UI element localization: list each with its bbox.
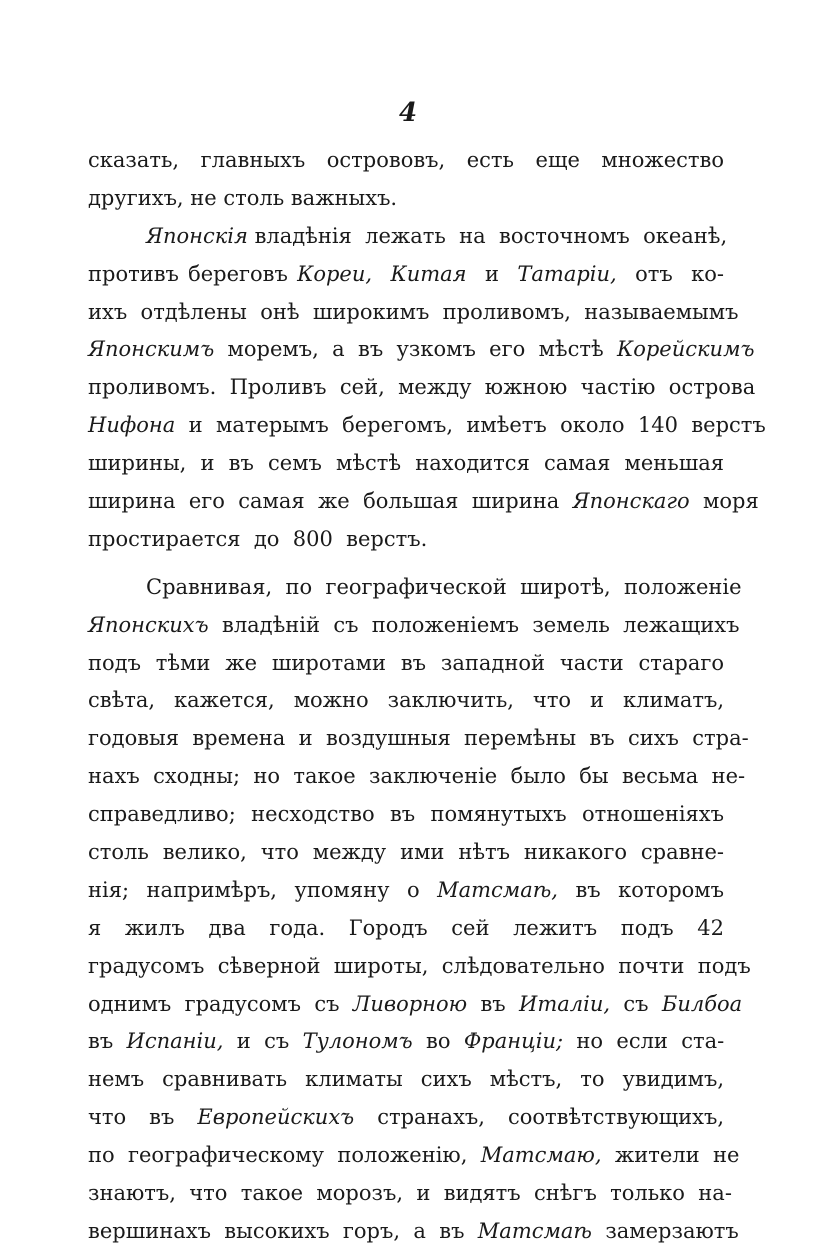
text-line [88,1175,732,1213]
text-line [88,294,739,332]
text-run: знаютъ, что такое морозъ, и видятъ снѣгъ только на- [88,1181,732,1206]
italic-text-run: Кореи, [297,261,373,286]
italic-text-run: Билбоа [661,991,743,1016]
text-line [88,407,766,445]
italic-text-run: Татаріи, [517,261,617,286]
text-run: ихъ отдѣлены онѣ широкимъ проливомъ, называемымъ [88,299,739,324]
text-line [88,369,756,407]
text-run: однимъ градусомъ съ [88,991,353,1016]
text-line [88,521,724,559]
text-line [88,218,728,256]
italic-text-run: Китая [390,261,467,286]
text-run [372,262,390,286]
text-run: ширина его самая же большая ширина [88,489,573,514]
text-run: моремъ, а въ узкомъ его мѣстѣ [214,337,617,362]
text-run: столь велико, что между ими нѣтъ никакого сравне- [88,840,724,865]
text-line [88,569,742,607]
text-line [88,483,759,521]
italic-text-run: Японскихъ [88,612,209,637]
italic-text-run: Японскія [146,223,248,248]
text-run: владѣній съ положеніемъ земель лежащихъ [208,612,740,637]
text-run: и [466,261,518,286]
text-line [88,1213,739,1251]
page-number: 4 [399,98,418,128]
text-run: справедливо; несходство въ помянутыхъ отношеніяхъ [88,802,724,827]
text-line [88,142,724,180]
text-run: и съ [223,1029,303,1054]
text-run: вершинахъ высокихъ горъ, а въ [88,1218,478,1243]
text-line [88,1099,724,1137]
text-run: въ которомъ [557,877,724,902]
text-line [88,948,751,986]
text-run: ширины, и въ семъ мѣстѣ находится самая меньшая [88,451,724,476]
text-run: свѣта, кажется, можно заключить, что и климатъ, [88,688,724,713]
text-run: немъ сравнивать климаты сихъ мѣстъ, то увидимъ, [88,1067,724,1092]
text-line [88,1061,724,1099]
text-line [88,256,724,294]
text-line [88,607,740,645]
paragraph [88,142,724,218]
text-run: простирается до 800 верстъ. [88,526,428,551]
text-line [88,1023,724,1061]
text-run: моря [689,489,759,514]
text-line [88,720,749,758]
text-run: съ [610,991,662,1016]
italic-text-run: Ливорною [352,991,468,1016]
italic-text-run: Италіи, [519,991,611,1016]
text-run: жители не [601,1143,740,1168]
text-run: нія; напримѣръ, упомяну о [88,877,438,902]
text-run: другихъ, не столь важныхъ. [88,185,398,210]
text-line [88,682,724,720]
text-run: противъ береговъ [88,261,298,286]
text-line [88,1137,740,1175]
text-run: подъ тѣми же широтами въ западной части стараго [88,650,724,675]
text-run: сказать, главныхъ острововъ, есть еще множество [88,148,724,172]
paragraph [88,218,766,559]
text-run: проливомъ. Проливъ сей, между южною частію острова [88,375,756,400]
italic-text-run: Матсмаѣ [477,1218,592,1243]
paragraph [88,569,751,1251]
text-run: градусомъ сѣверной широты, слѣдовательно почти подъ [88,953,751,978]
text-run: замерзаютъ [591,1218,739,1243]
body-text [88,142,766,1251]
text-run: странахъ, соотвѣтствующихъ, [354,1105,724,1130]
text-run: въ [88,1029,127,1054]
text-line [88,796,724,834]
text-run: Сравнивая, по географической широтѣ, положеніе [146,574,742,599]
text-line [88,331,755,369]
italic-text-run: Японскаго [572,489,690,514]
italic-text-run: Матсмаю, [480,1143,602,1168]
italic-text-run: Тулономъ [302,1029,413,1054]
text-line [88,645,724,683]
text-line [88,445,724,483]
text-line [88,910,724,948]
text-run: нахъ сходны; но такое заключеніе было бы весьма не- [88,764,746,789]
text-line [88,986,743,1024]
text-line [88,758,746,796]
text-run: годовыя времена и воздушныя перемѣны въ сихъ стра- [88,726,749,751]
italic-text-run: Франціи; [463,1029,564,1054]
italic-text-run: Европейскихъ [197,1105,355,1130]
text-run: отъ ко- [616,261,724,286]
text-line [88,834,724,872]
italic-text-run: Японскимъ [88,337,215,362]
text-run: владѣнія лежать на восточномъ океанѣ, [247,223,728,248]
text-run: и матерымъ берегомъ, имѣетъ около 140 верстъ [175,413,766,438]
italic-text-run: Матсмаѣ, [437,877,558,902]
text-run: въ [467,991,520,1016]
text-run: но если ста- [563,1029,725,1054]
italic-text-run: Испаніи, [126,1029,224,1054]
italic-text-run: Нифона [88,413,176,438]
text-run: что въ [88,1105,198,1130]
text-line [88,872,724,910]
text-line [88,180,724,218]
text-run: я жилъ два года. Городъ сей лежитъ подъ 42 [88,915,724,940]
text-run: по географическому положенію, [88,1143,481,1168]
italic-text-run: Корейскимъ [616,337,755,362]
text-run: во [412,1029,464,1054]
